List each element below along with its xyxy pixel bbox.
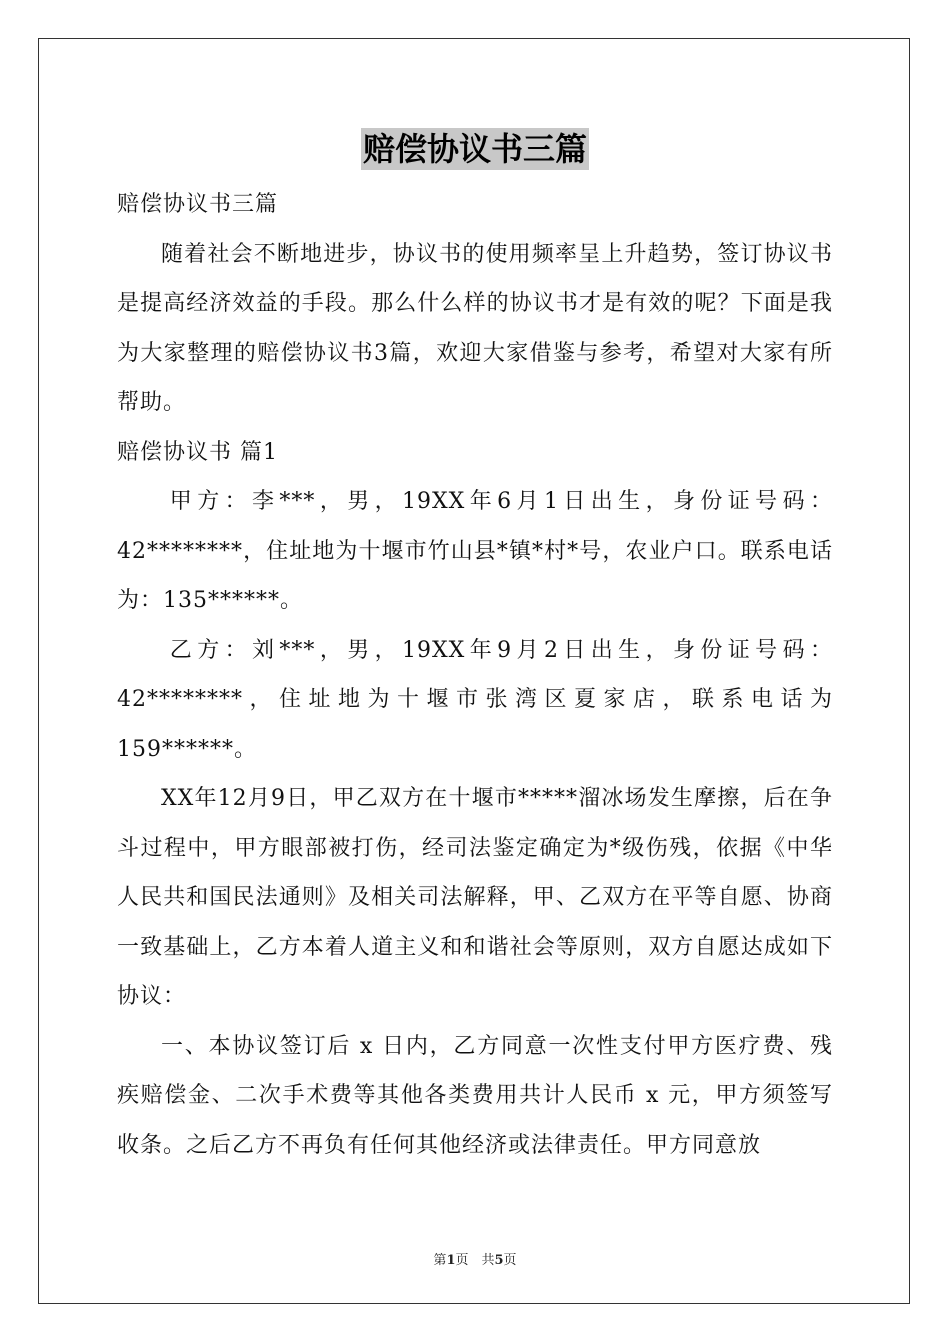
document-body xyxy=(117,180,833,1170)
clause-one-paragraph: 一、本协议签订后 x 日内，乙方同意一次性支付甲方医疗费、残疾赔偿金、二次手术费等其他各类费用共计人民币 x 元，甲方须签写收条。之后乙方不再负有任何其他经济或法律责任。甲方同意放 xyxy=(117,1033,833,1158)
total-page-number: 5 xyxy=(494,1253,504,1268)
incident-paragraph: XX年12月9日，甲乙双方在十堰市*****溜冰场发生摩擦，后在争斗过程中，甲方眼部被打伤，经司法鉴定确定为*级伤残，依据《中华人民共和国民法通则》及相关司法解释，甲、乙双方在平等自愿、协商一致基础上，乙方本着人道主义和和谐社会等原则，双方自愿达成如下协议： xyxy=(117,786,833,1009)
subtitle-paragraph: 赔偿协议书三篇 xyxy=(117,192,279,217)
footer-prefix: 第 xyxy=(433,1253,447,1268)
footer-mid: 页 共 xyxy=(455,1253,495,1268)
intro-paragraph: 随着社会不断地进步，协议书的使用频率呈上升趋势，签订协议书是提高经济效益的手段。那么什么样的协议书才是有效的呢？下面是我为大家整理的赔偿协议书3篇，欢迎大家借鉴与参考，希望对大家有所帮助。 xyxy=(117,241,833,415)
footer-suffix: 页 xyxy=(503,1253,517,1268)
page-footer xyxy=(0,1249,950,1268)
title-container xyxy=(0,128,950,170)
current-page-number: 1 xyxy=(446,1253,456,1268)
document-title: 赔偿协议书三篇 xyxy=(362,130,587,168)
party-a-paragraph: 甲方：李***，男，19XX年6月1日出生，身份证号码：42********，住址地为十堰市竹山县*镇*村*号，农业户口。联系电话为：135******。 xyxy=(117,489,833,613)
section-heading: 赔偿协议书 篇1 xyxy=(117,439,278,465)
party-b-paragraph: 乙方：刘***，男，19XX年9月2日出生，身份证号码：42********，住址地为十堰市张湾区夏家店，联系电话为159******。 xyxy=(117,637,833,762)
